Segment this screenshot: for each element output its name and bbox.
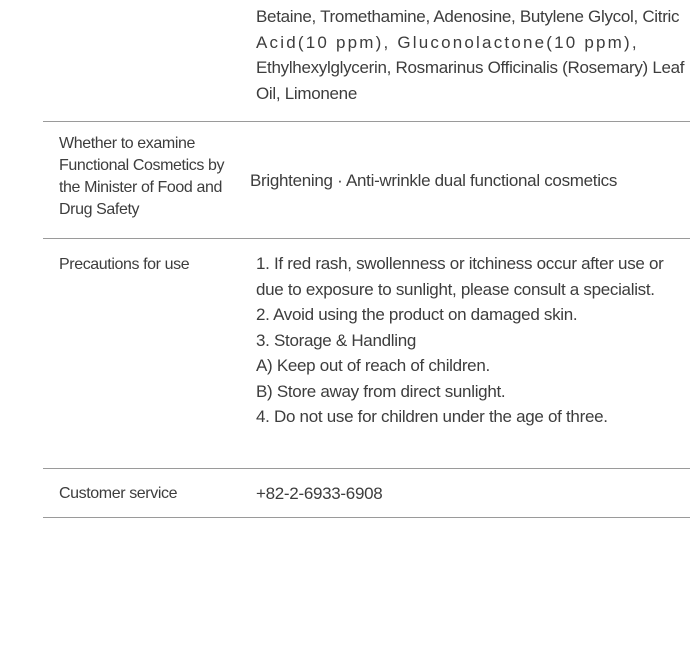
precaution-item: 4. Do not use for children under the age of three. — [256, 407, 608, 426]
precaution-item: 2. Avoid using the product on damaged skin. — [256, 305, 578, 324]
precaution-item: 3. Storage & Handling — [256, 330, 417, 350]
precautions-value — [256, 251, 676, 430]
precautions-label: Precautions for use — [59, 256, 190, 273]
ingredients-line: Ethylhexylglycerin, Rosmarinus Officinalis (Rosemary) Leaf — [256, 58, 685, 77]
precaution-item: B) Store away from direct sunlight. — [256, 381, 506, 401]
ingredients-line: Oil, Limonene — [256, 83, 357, 103]
customer-service-label: Customer service — [59, 485, 178, 502]
customer-service-phone[interactable]: +82-2-6933-6908 — [256, 484, 383, 503]
ingredients-value — [256, 4, 696, 106]
functional-exam-row — [43, 122, 690, 238]
precautions-row — [43, 239, 690, 468]
precaution-item: A) Keep out of reach of children. — [256, 356, 490, 375]
ingredients-row — [43, 4, 690, 116]
ingredients-line: Acid(10 ppm), Gluconolactone(10 ppm), — [256, 32, 639, 52]
functional-exam-label: Whether to examine Functional Cosmetics by the Minister of Food and Drug Safety — [59, 135, 225, 218]
ingredients-line: Betaine, Tromethamine, Adenosine, Butylene Glycol, Citric — [256, 7, 680, 26]
row-divider — [43, 517, 690, 518]
precaution-item: 1. If red rash, swollenness or itchiness occur after use or due to exposure to sunlight, please consult a specialist. — [256, 254, 664, 299]
customer-service-row — [43, 469, 690, 517]
functional-exam-value: Brightening · Anti-wrinkle dual functional cosmetics — [250, 171, 618, 190]
